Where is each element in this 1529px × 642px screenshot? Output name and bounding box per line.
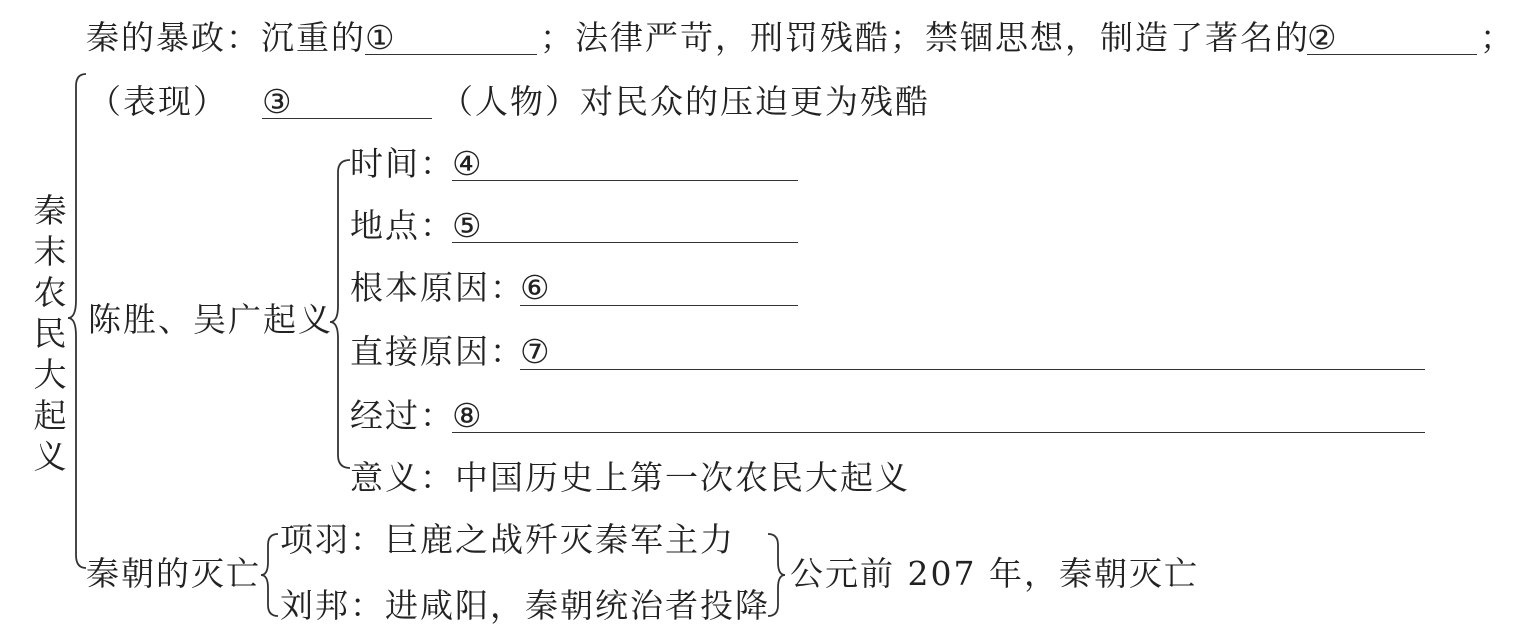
blank-line-3[interactable] [262, 118, 432, 119]
blank-marker-4: ④ [452, 144, 484, 183]
blank-line-7[interactable] [520, 369, 1425, 370]
root-label: 秦 末 农 民 大 起 义 [33, 191, 67, 476]
time-label: 时间： [350, 144, 455, 183]
root-cause-label: 根本原因： [350, 268, 525, 307]
uprising-title: 陈胜、吴广起义 [88, 300, 333, 339]
tyranny-text-2: ；法律严苛，刑罚残酷；禁锢思想，制造了著名的 [540, 18, 1310, 57]
process-label: 经过： [350, 396, 455, 435]
blank-marker-5: ⑤ [452, 206, 484, 245]
blank-marker-2: ② [1307, 18, 1339, 57]
blank-line-1[interactable] [365, 54, 537, 55]
blank-line-5[interactable] [452, 242, 798, 243]
blank-marker-7: ⑦ [520, 332, 552, 371]
fall-right-brace [768, 534, 785, 616]
blank-line-4[interactable] [452, 180, 798, 181]
tyranny-text-1: 秦的暴政：沉重的 [86, 18, 366, 57]
blank-line-6[interactable] [520, 305, 798, 306]
place-label: 地点： [350, 206, 455, 245]
blank-line-2[interactable] [1307, 54, 1477, 55]
xiangyu-text: 项羽：巨鹿之战歼灭秦军主力 [280, 520, 735, 559]
blank-marker-3: ③ [262, 82, 294, 121]
main-brace [68, 74, 86, 568]
manifestation-suffix: （人物）对民众的压迫更为残酷 [440, 82, 930, 121]
blank-line-8[interactable] [452, 432, 1425, 433]
liubang-text: 刘邦：进咸阳，秦朝统治者投降 [280, 586, 770, 625]
blank-marker-6: ⑥ [520, 268, 552, 307]
blank-marker-8: ⑧ [452, 396, 484, 435]
significance-text: 意义：中国历史上第一次农民大起义 [350, 458, 910, 497]
direct-cause-label: 直接原因： [350, 332, 525, 371]
blank-marker-1: ① [365, 18, 397, 57]
uprising-brace [330, 160, 350, 468]
manifestation-label: （表现） [88, 82, 228, 121]
fall-result: 公元前 207 年，秦朝灭亡 [790, 554, 1199, 593]
fall-left-brace [261, 534, 278, 616]
fall-title: 秦朝的灭亡 [86, 554, 261, 593]
tyranny-text-3: ； [1480, 18, 1515, 57]
